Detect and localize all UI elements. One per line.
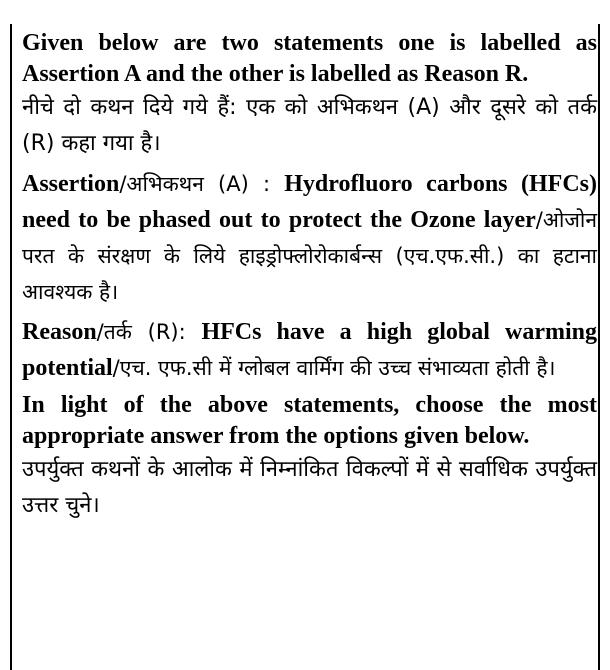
reason-label-hindi: /तर्क (R): (96, 320, 202, 344)
assertion-label-english: Assertion (22, 171, 120, 197)
reason-text-hindi: /एच. एफ.सी में ग्लोबल वार्मिंग की उच्च संभाव्यता होती है। (112, 356, 556, 380)
instruction-hindi: उपर्युक्त कथनों के आलोक में निम्नांकित विकल्पों में से सर्वाधिक उपर्युक्त उत्तर चुने। (22, 457, 597, 518)
assertion-label-hindi: /अभिकथन (A) : (119, 172, 285, 196)
reason-text-english: HFCs have a high global warming potential (22, 319, 597, 381)
instruction-english: In light of the above statements, choose the most appropriate answer from the options given below. (22, 392, 597, 449)
question-content (22, 28, 597, 524)
reason-statement (22, 314, 597, 386)
reason-label-english: Reason (22, 319, 97, 345)
assertion-text-english: Hydrofluoro carbons (HFCs) need to be phased out to protect the Ozone layer (22, 171, 597, 233)
assertion-statement (22, 166, 597, 310)
intro-english: Given below are two statements one is labelled as Assertion A and the other is labelled as Reason R. (22, 30, 597, 87)
intro-hindi: नीचे दो कथन दिये गये हैं: एक को अभिकथन (A) और दूसरे को तर्क (R) कहा गया है। (22, 95, 597, 156)
assertion-text-hindi: /ओजोन परत के संरक्षण के लिये हाइड्रोफ्लोरोकार्बन्स (एच.एफ.सी.) का हटाना आवश्यक है। (22, 208, 597, 304)
